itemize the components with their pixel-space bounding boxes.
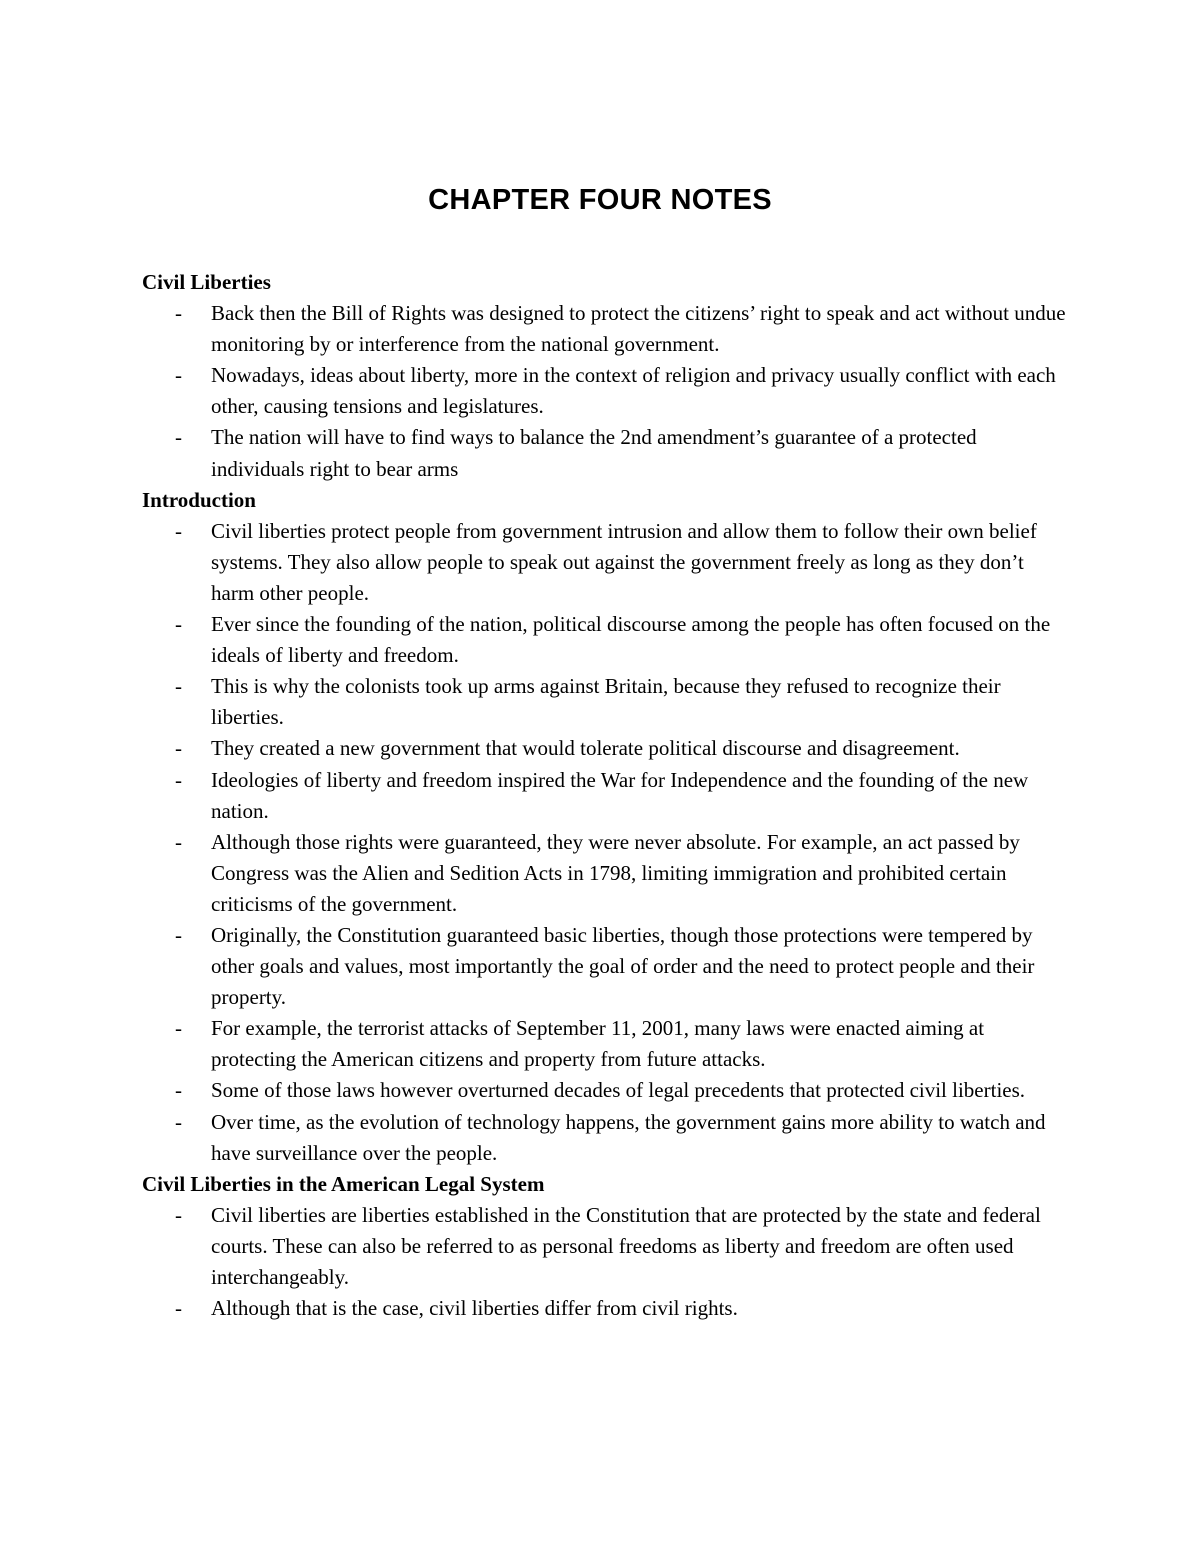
dash-bullet: - [175, 518, 182, 543]
list-item [142, 733, 1067, 764]
list-item [142, 1200, 1067, 1293]
dash-bullet: - [175, 1202, 182, 1227]
dash-bullet: - [175, 1078, 182, 1103]
bullet-list [142, 1200, 1067, 1324]
list-item-text: Civil liberties are liberties established in the Constitution that are protected by the state and federal courts. These can also be referred to as personal freedoms as liberty and freedom are often used interchangeably. [211, 1202, 1041, 1289]
list-item-text: Civil liberties protect people from government intrusion and allow them to follow their own belief systems. They also allow people to speak out against the government freely as long as they don’t harm other people. [211, 518, 1037, 605]
list-item-text: Ever since the founding of the nation, political discourse among the people has often focused on the ideals of liberty and freedom. [211, 612, 1051, 668]
list-item [142, 765, 1067, 827]
list-item [142, 671, 1067, 733]
list-item-text: Nowadays, ideas about liberty, more in the context of religion and privacy usually conflict with each other, causing tensions and legislatures. [211, 363, 1056, 419]
list-item-text: Back then the Bill of Rights was designed to protect the citizens’ right to speak and act without undue monitoring by or interference from the national government. [211, 301, 1066, 357]
list-item-text: This is why the colonists took up arms against Britain, because they refused to recognize their liberties. [211, 674, 1001, 730]
section-civil-liberties [142, 267, 1067, 485]
list-item-text: The nation will have to find ways to balance the 2nd amendment’s guarantee of a protected individuals right to bear arms [211, 425, 977, 481]
list-item-text: Originally, the Constitution guaranteed basic liberties, though those protections were tempered by other goals and values, most importantly the goal of order and the need to protect people and their property. [211, 922, 1035, 1010]
dash-bullet: - [175, 301, 182, 326]
dash-bullet: - [175, 1016, 182, 1041]
list-item-text: Although that is the case, civil liberties differ from civil rights. [211, 1296, 738, 1321]
section-introduction [142, 485, 1067, 1169]
dash-bullet: - [175, 829, 182, 854]
section-heading: Civil Liberties in the American Legal System [142, 1171, 545, 1196]
list-item [142, 360, 1067, 422]
dash-bullet: - [175, 612, 182, 637]
list-item-text: Ideologies of liberty and freedom inspired the War for Independence and the founding of the new nation. [211, 767, 1029, 823]
dash-bullet: - [175, 363, 182, 388]
list-item [142, 298, 1067, 360]
dash-bullet: - [175, 767, 182, 792]
page-title: CHAPTER FOUR NOTES [428, 184, 772, 216]
list-item [142, 1293, 1067, 1324]
list-item [142, 609, 1067, 671]
list-item-text: They created a new government that would tolerate political discourse and disagreement. [211, 736, 960, 761]
dash-bullet: - [175, 736, 182, 761]
list-item [142, 422, 1067, 484]
list-item [142, 1013, 1067, 1075]
list-item [142, 920, 1067, 1013]
section-heading: Introduction [142, 487, 256, 512]
bullet-list [142, 298, 1067, 485]
list-item-text: For example, the terrorist attacks of September 11, 2001, many laws were enacted aiming at protecting the American citizens and property from future attacks. [211, 1016, 985, 1072]
dash-bullet: - [175, 1296, 182, 1321]
list-item [142, 827, 1067, 920]
list-item-text: Although those rights were guaranteed, they were never absolute. For example, an act passed by Congress was the Alien and Sedition Acts in 1798, limiting immigration and prohibited certain criticisms of the government. [211, 829, 1020, 916]
dash-bullet: - [175, 425, 182, 450]
section-heading: Civil Liberties [142, 270, 271, 294]
notes-body [142, 267, 1067, 1324]
list-item [142, 1107, 1067, 1169]
dash-bullet: - [175, 1109, 182, 1134]
dash-bullet: - [175, 922, 182, 947]
list-item [142, 516, 1067, 609]
bullet-list [142, 516, 1067, 1169]
list-item-text: Some of those laws however overturned decades of legal precedents that protected civil liberties. [211, 1078, 1026, 1103]
dash-bullet: - [175, 674, 182, 699]
list-item-text: Over time, as the evolution of technology happens, the government gains more ability to watch and have surveillance over the people. [211, 1109, 1046, 1165]
section-legal-system [142, 1169, 1067, 1324]
list-item [142, 1075, 1067, 1106]
